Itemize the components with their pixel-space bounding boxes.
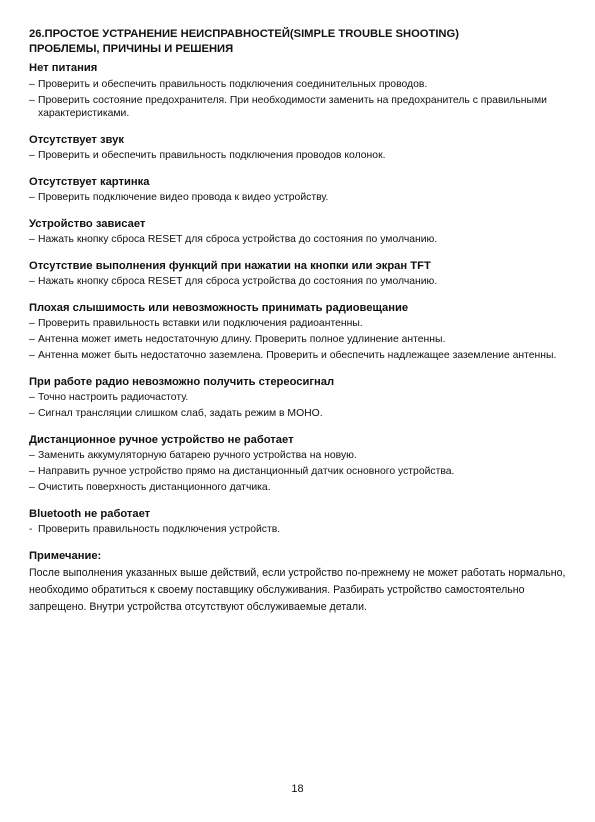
list-item (29, 391, 569, 405)
section-no-sound (29, 133, 569, 163)
dash-marker: – (29, 276, 35, 287)
item-text: Проверить и обеспечить правильность подключения проводов колонок. (38, 150, 386, 161)
item-text: Нажать кнопку сброса RESET для сброса устройства до состояния по умолчанию. (38, 234, 438, 245)
section-no-stereo (29, 375, 569, 421)
item-text: Точно настроить радиочастоту. (38, 392, 189, 403)
list-item (29, 275, 569, 289)
list-item (29, 333, 569, 347)
list-item (29, 407, 569, 421)
section-heading: Отсутствует картинка (29, 175, 150, 188)
section-heading: Дистанционное ручное устройство не работает (29, 433, 294, 446)
section-no-power (29, 61, 569, 121)
item-text: Проверить правильность подключения устройств. (38, 524, 281, 535)
section-device-freezes (29, 217, 569, 247)
dash-marker: – (29, 94, 35, 106)
section-heading: Bluetooth не работает (29, 507, 151, 520)
dash-marker: – (29, 482, 35, 493)
item-text: Направить ручное устройство прямо на дистанционный датчик основного устройства. (38, 466, 455, 477)
list-item (29, 523, 569, 537)
item-text: Сигнал трансляции слишком слаб, задать режим в МОНО. (38, 408, 323, 419)
item-text: Заменить аккумуляторную батарею ручного устройства на новую. (38, 450, 357, 461)
dash-marker: - (29, 524, 33, 535)
dash-marker: – (29, 192, 35, 203)
dash-marker: – (29, 150, 35, 161)
dash-marker: – (29, 334, 35, 345)
list-item (29, 191, 569, 205)
note-text: После выполнения указанных выше действий, если устройство по-прежнему не может работать нормально, необходимо обратиться к своему поставщику обслуживания. Разбирать устройство самостоятельно запрещено. Внутри устройства отсутствуют обслуживаемые детали. (29, 567, 566, 613)
list-item (29, 149, 569, 163)
section-bluetooth-not-working (29, 507, 569, 537)
title-line: ПРОБЛЕМЫ, ПРИЧИНЫ И РЕШЕНИЯ (29, 42, 234, 55)
page-title (29, 27, 569, 56)
section-no-picture (29, 175, 569, 205)
section-heading: Отсутствует звук (29, 133, 124, 146)
note-heading: Примечание: (29, 549, 102, 562)
item-text: Очистить поверхность дистанционного датчика. (38, 482, 271, 493)
note-section (29, 549, 569, 617)
list-item (29, 317, 569, 331)
dash-marker: – (29, 350, 35, 361)
item-text: Антенна может иметь недостаточную длину. Проверить полное удлинение антенны. (38, 334, 446, 345)
dash-marker: – (29, 78, 35, 90)
dash-marker: – (29, 408, 35, 419)
item-text: Проверить и обеспечить правильность подключения соединительных проводов. (38, 78, 428, 90)
list-item (29, 349, 569, 363)
section-heading: Устройство зависает (29, 217, 146, 230)
document-page (29, 27, 569, 616)
list-item (29, 481, 569, 495)
title-line: 26.ПРОСТОЕ УСТРАНЕНИЕ НЕИСПРАВНОСТЕЙ(SIMPLE TROUBLE SHOOTING) (29, 28, 459, 40)
item-text: Проверить правильность вставки или подключения радиоантенны. (38, 318, 363, 329)
dash-marker: – (29, 450, 35, 461)
list-item (29, 233, 569, 247)
section-heading: Нет питания (29, 62, 98, 74)
section-heading: При работе радио невозможно получить стереосигнал (29, 375, 335, 388)
section-heading: Отсутствие выполнения функций при нажатии на кнопки или экран TFT (29, 259, 431, 272)
list-item (29, 94, 569, 121)
item-text: Антенна может быть недостаточно заземлена. Проверить и обеспечить надлежащее заземление антенны. (38, 350, 557, 361)
item-text: Проверить состояние предохранителя. При необходимости заменить на предохранитель с правильными характеристиками. (38, 94, 547, 119)
section-remote-not-working (29, 433, 569, 495)
list-item (29, 449, 569, 463)
item-text: Проверить подключение видео провода к видео устройству. (38, 192, 329, 203)
dash-marker: – (29, 318, 35, 329)
dash-marker: – (29, 234, 35, 245)
dash-marker: – (29, 466, 35, 477)
section-heading: Плохая слышимость или невозможность принимать радиовещание (29, 301, 409, 314)
section-poor-reception (29, 301, 569, 363)
item-text: Нажать кнопку сброса RESET для сброса устройства до состояния по умолчанию. (38, 276, 438, 287)
dash-marker: – (29, 392, 35, 403)
section-buttons-not-working (29, 259, 569, 289)
list-item (29, 78, 569, 92)
list-item (29, 465, 569, 479)
page-number: 18 (291, 783, 304, 795)
